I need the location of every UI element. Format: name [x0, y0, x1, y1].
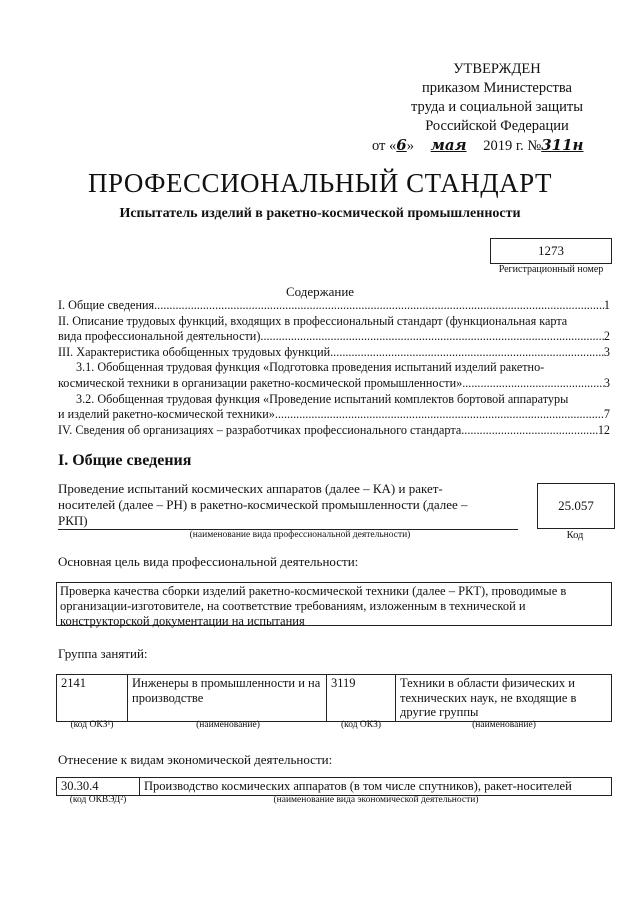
toc-entry[interactable]: IV. Сведения об организациях – разработчиках профессионального стандарта ..... 12: [58, 423, 610, 439]
toc-entry[interactable]: I. Общие сведения ..... 1: [58, 298, 610, 314]
activity-caption: (наименование вида профессиональной деятельности): [189, 530, 411, 540]
toc-entry[interactable]: II. Описание трудовых функций, входящих в профессиональный стандарт (функциональная карта вида профессиональной деятельности) ..... 2: [58, 314, 610, 345]
approval-line: труда и социальной защиты: [411, 99, 583, 115]
caption-okved: (код ОКВЭД²): [69, 795, 127, 805]
activity-code: 25.057: [537, 483, 615, 529]
occ-code: 3119: [327, 675, 396, 722]
date-prefix: от «: [372, 138, 397, 154]
occ-name: Инженеры в промышленности и на производстве: [128, 675, 327, 722]
table-row: [57, 675, 612, 722]
date-year: 2019 г. №: [483, 138, 542, 154]
table-of-contents: [58, 298, 610, 438]
document-subtitle: Испытатель изделий в ракетно-космической промышленности: [119, 206, 521, 221]
approval-title: УТВЕРЖДЕН: [453, 61, 541, 77]
approval-line: Российской Федерации: [425, 118, 569, 134]
approval-line: приказом Министерства: [422, 80, 572, 96]
occ-name: Техники в области физических и технических наук, не входящие в другие группы: [396, 675, 612, 722]
approval-block: [372, 60, 622, 156]
toc-entry[interactable]: 3.1. Обобщенная трудовая функция «Подготовка проведения испытаний изделий ракетно- космической техники в организации ракетно-космической промышленности» ..... 3: [58, 360, 610, 391]
caption-okved-name: (наименование вида экономической деятельности): [273, 795, 479, 805]
okved-code: 30.30.4: [57, 778, 140, 796]
section-heading: I. Общие сведения: [58, 452, 192, 469]
group-label: Группа занятий:: [58, 646, 148, 661]
date-day: 6: [396, 136, 407, 154]
aim-label: Основная цель вида профессиональной деятельности:: [58, 554, 359, 569]
okved-table: [56, 777, 612, 796]
toc-entry[interactable]: III. Характеристика обобщенных трудовых функций ..... 3: [58, 345, 610, 361]
caption-okz: (код ОКЗ): [340, 720, 382, 730]
code-caption: Код: [566, 530, 584, 541]
activity-name: Проведение испытаний космических аппаратов (далее – КА) и ракет-носителей (далее – РН) в ракетно-космической промышленности (далее – РКП): [58, 481, 468, 528]
okved-label: Отнесение к видам экономической деятельности:: [58, 752, 333, 767]
occupations-table: [56, 674, 612, 722]
toc-heading: Содержание: [285, 284, 355, 299]
okved-name: Производство космических аппаратов (в том числе спутников), ракет-носителей: [140, 778, 612, 796]
table-row: [57, 778, 612, 796]
approval-date: [372, 136, 622, 156]
date-mid: »: [406, 138, 414, 154]
toc-entry[interactable]: 3.2. Обобщенная трудовая функция «Проведение испытаний комплектов бортовой аппаратуры и изделий ракетно-космической техники» ..... 7: [58, 392, 610, 423]
caption-name: (наименование): [472, 720, 536, 730]
occ-code: 2141: [57, 675, 128, 722]
caption-okz: (код ОКЗ¹): [70, 720, 114, 730]
registration-number-label: Регистрационный номер: [498, 264, 604, 275]
document-title: ПРОФЕССИОНАЛЬНЫЙ СТАНДАРТ: [87, 168, 553, 198]
date-month: мая: [430, 136, 467, 154]
order-number: 311н: [541, 136, 584, 154]
aim-text: Проверка качества сборки изделий ракетно-космической техники (далее – РКТ), проводимые в организации-изготовителе, на соответствие требованиям, изложенным в технической и конструкторской документации на испытания: [56, 582, 612, 626]
registration-number-box: 1273: [490, 238, 612, 264]
caption-name: (наименование): [196, 720, 260, 730]
